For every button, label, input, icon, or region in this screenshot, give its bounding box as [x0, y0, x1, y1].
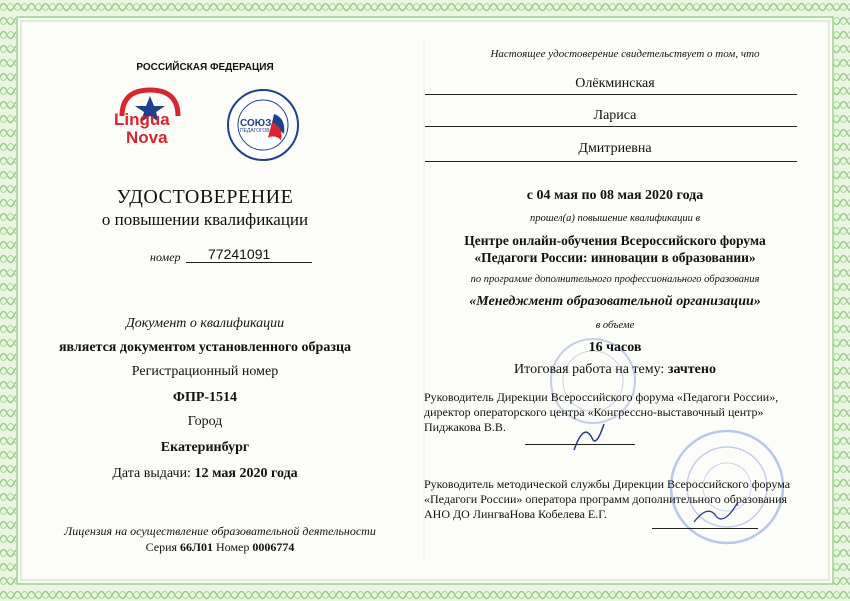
hours-value: 16 часов: [588, 340, 642, 355]
date-value: 12 мая 2020 года: [194, 466, 298, 481]
city-value: Екатеринбург: [160, 440, 250, 455]
patronymic-underline: [425, 161, 797, 162]
recipient-surname: Олёкминская: [575, 76, 655, 91]
intro-text: Настоящее удостоверение свидетельствует о том, что: [490, 48, 760, 60]
certificate-number: 77241091: [208, 246, 271, 262]
license-number-value: 0006774: [252, 540, 295, 554]
certificate-title: УДОСТОВЕРЕНИЕ: [116, 186, 294, 208]
passed-text: прошел(а) повышение квалификации в: [529, 213, 701, 224]
course-period: с 04 мая по 08 мая 2020 года: [526, 188, 704, 203]
soyuz-pedagogov-seal: [226, 88, 300, 162]
sig1-line2: директор операторского центра «Конгрессно-выставочный центр»: [424, 405, 764, 419]
sig2-line3: АНО ДО ЛингваНова Кобелева Е.Г.: [424, 507, 607, 521]
date-label: Дата выдачи:: [112, 466, 191, 481]
signature-1-icon: [570, 420, 610, 454]
license-series: [40, 540, 400, 555]
issue-date: [40, 466, 370, 482]
signature-block-2: [424, 477, 824, 522]
recipient-patronymic: Дмитриевна: [578, 141, 652, 156]
program-label: по программе дополнительного профессионального образования: [470, 274, 760, 285]
sig1-name: Пиджакова В.В.: [424, 420, 506, 434]
sig2-line1: Руководитель методической службы Дирекции Всероссийского форума: [424, 477, 791, 491]
logo-lingua-text: Lingua: [114, 110, 170, 129]
doc-label: Документ о квалификации: [125, 316, 285, 331]
name-underline: [425, 126, 797, 127]
final-label: Итоговая работа на тему:: [514, 362, 665, 377]
certificate-subtitle: о повышении квалификации: [101, 210, 309, 229]
sig1-line1: Руководитель Дирекции Всероссийского форума «Педагоги России»,: [424, 390, 779, 404]
center-name-line1: Центре онлайн-обучения Всероссийского форума: [464, 233, 766, 248]
series-value: 66Л01: [180, 540, 213, 554]
number-underline: [186, 262, 312, 263]
doc-status: является документом установленного образца: [58, 340, 352, 355]
signature-2-icon: [690, 496, 750, 530]
number-label: номер: [150, 250, 181, 264]
signature-block-1: [424, 390, 824, 435]
series-label: Серия: [145, 540, 178, 554]
city-label: Город: [187, 414, 223, 429]
reg-label: Регистрационный номер: [131, 364, 279, 379]
lingua-nova-logo: [112, 86, 188, 158]
surname-underline: [425, 94, 797, 95]
seal-pedagogov-text: ПЕДАГОГОВ: [240, 128, 270, 134]
license-number-label: Номер: [216, 540, 250, 554]
program-name: «Менеджмент образовательной организации»: [469, 294, 761, 309]
reg-value: ФПР-1514: [172, 390, 238, 405]
final-work: [430, 362, 800, 378]
recipient-name: Лариса: [593, 108, 637, 123]
volume-label: в объеме: [595, 320, 635, 331]
logo-nova-text: Nova: [126, 128, 168, 147]
final-value: зачтено: [667, 362, 716, 377]
center-name-line2: «Педагоги России: инновации в образовании»: [474, 250, 756, 265]
sig2-line2: «Педагоги России» оператора программ дополнительного образования: [424, 492, 788, 506]
country-label: РОССИЙСКАЯ ФЕДЕРАЦИЯ: [136, 62, 274, 73]
seal-soyuz-text: СОЮЗ: [240, 118, 272, 129]
license-text: Лицензия на осуществление образовательной деятельности: [64, 524, 376, 538]
